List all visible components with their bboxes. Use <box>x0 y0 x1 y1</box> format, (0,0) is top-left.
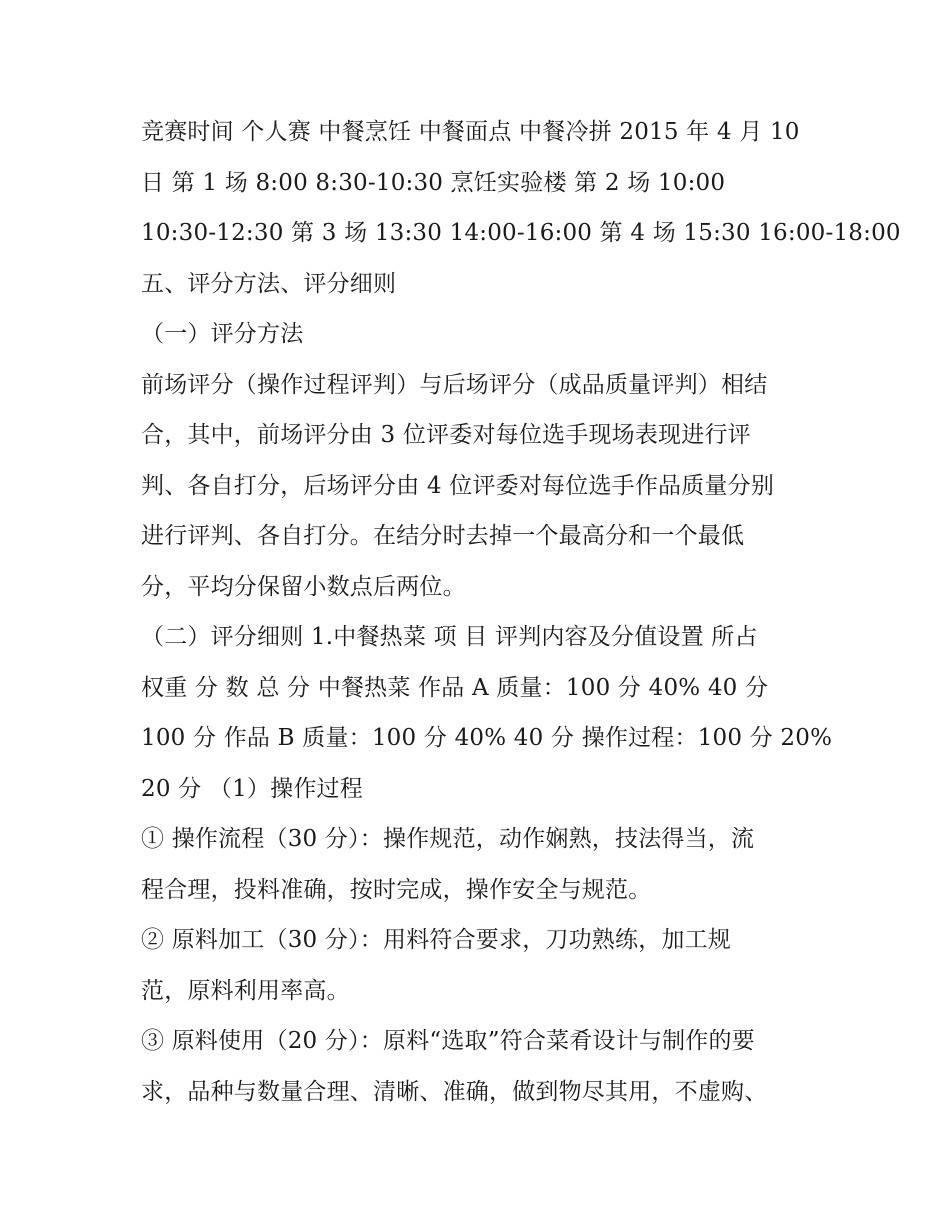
paragraph-line: 权重 分 数 总 分 中餐热菜 作品 A 质量：100 分 40% 40 分 <box>141 674 769 701</box>
list-item-usage: ③ 原料使用（20 分）：原料“选取”符合菜肴设计与制作的要 <box>141 1028 755 1054</box>
list-item-processing-cont: 范，原料利用率高。 <box>141 977 350 1004</box>
list-item-processing: ② 原料加工（30 分）：用料符合要求，刀功熟练，加工规 <box>141 927 731 953</box>
paragraph-line: 判、各自打分，后场评分由 4 位评委对每位选手作品质量分别 <box>141 472 775 499</box>
text-line-schedule-3: 10:30-12:30 第 3 场 13:30 14:00-16:00 第 4 场 15:30 16:00-18:00 <box>141 220 901 246</box>
paragraph-line: 20 分 （1）操作过程 <box>141 775 363 802</box>
subsection-heading-details: （二）评分细则 1.中餐热菜 项 目 评判内容及分值设置 所占 <box>141 624 758 650</box>
subsection-heading-method: （一）评分方法 <box>141 321 304 347</box>
list-item-process-cont: 程合理，投料准确，按时完成，操作安全与规范。 <box>141 876 652 903</box>
paragraph-line: 合，其中，前场评分由 3 位评委对每位选手现场表现进行评 <box>141 422 751 448</box>
list-item-usage-cont: 求，品种与数量合理、清晰、准确，做到物尽其用，不虚购、 <box>141 1078 768 1105</box>
list-item-process: ① 操作流程（30 分）：操作规范，动作娴熟，技法得当，流 <box>141 826 755 852</box>
text-line-schedule-1: 竞赛时间 个人赛 中餐烹饪 中餐面点 中餐冷拼 2015 年 4 月 10 <box>141 119 800 145</box>
paragraph-line: 分，平均分保留小数点后两位。 <box>141 573 466 600</box>
paragraph-line: 前场评分（操作过程评判）与后场评分（成品质量评判）相结 <box>141 371 768 398</box>
paragraph-line: 100 分 作品 B 质量：100 分 40% 40 分 操作过程：100 分 20% <box>141 725 833 751</box>
text-line-schedule-2: 日 第 1 场 8:00 8:30-10:30 烹饪实验楼 第 2 场 10:00 <box>141 169 726 196</box>
section-heading-scoring: 五、评分方法、评分细则 <box>141 270 397 297</box>
paragraph-line: 进行评判、各自打分。在结分时去掉一个最高分和一个最低 <box>141 523 745 549</box>
document-body <box>141 107 901 1117</box>
